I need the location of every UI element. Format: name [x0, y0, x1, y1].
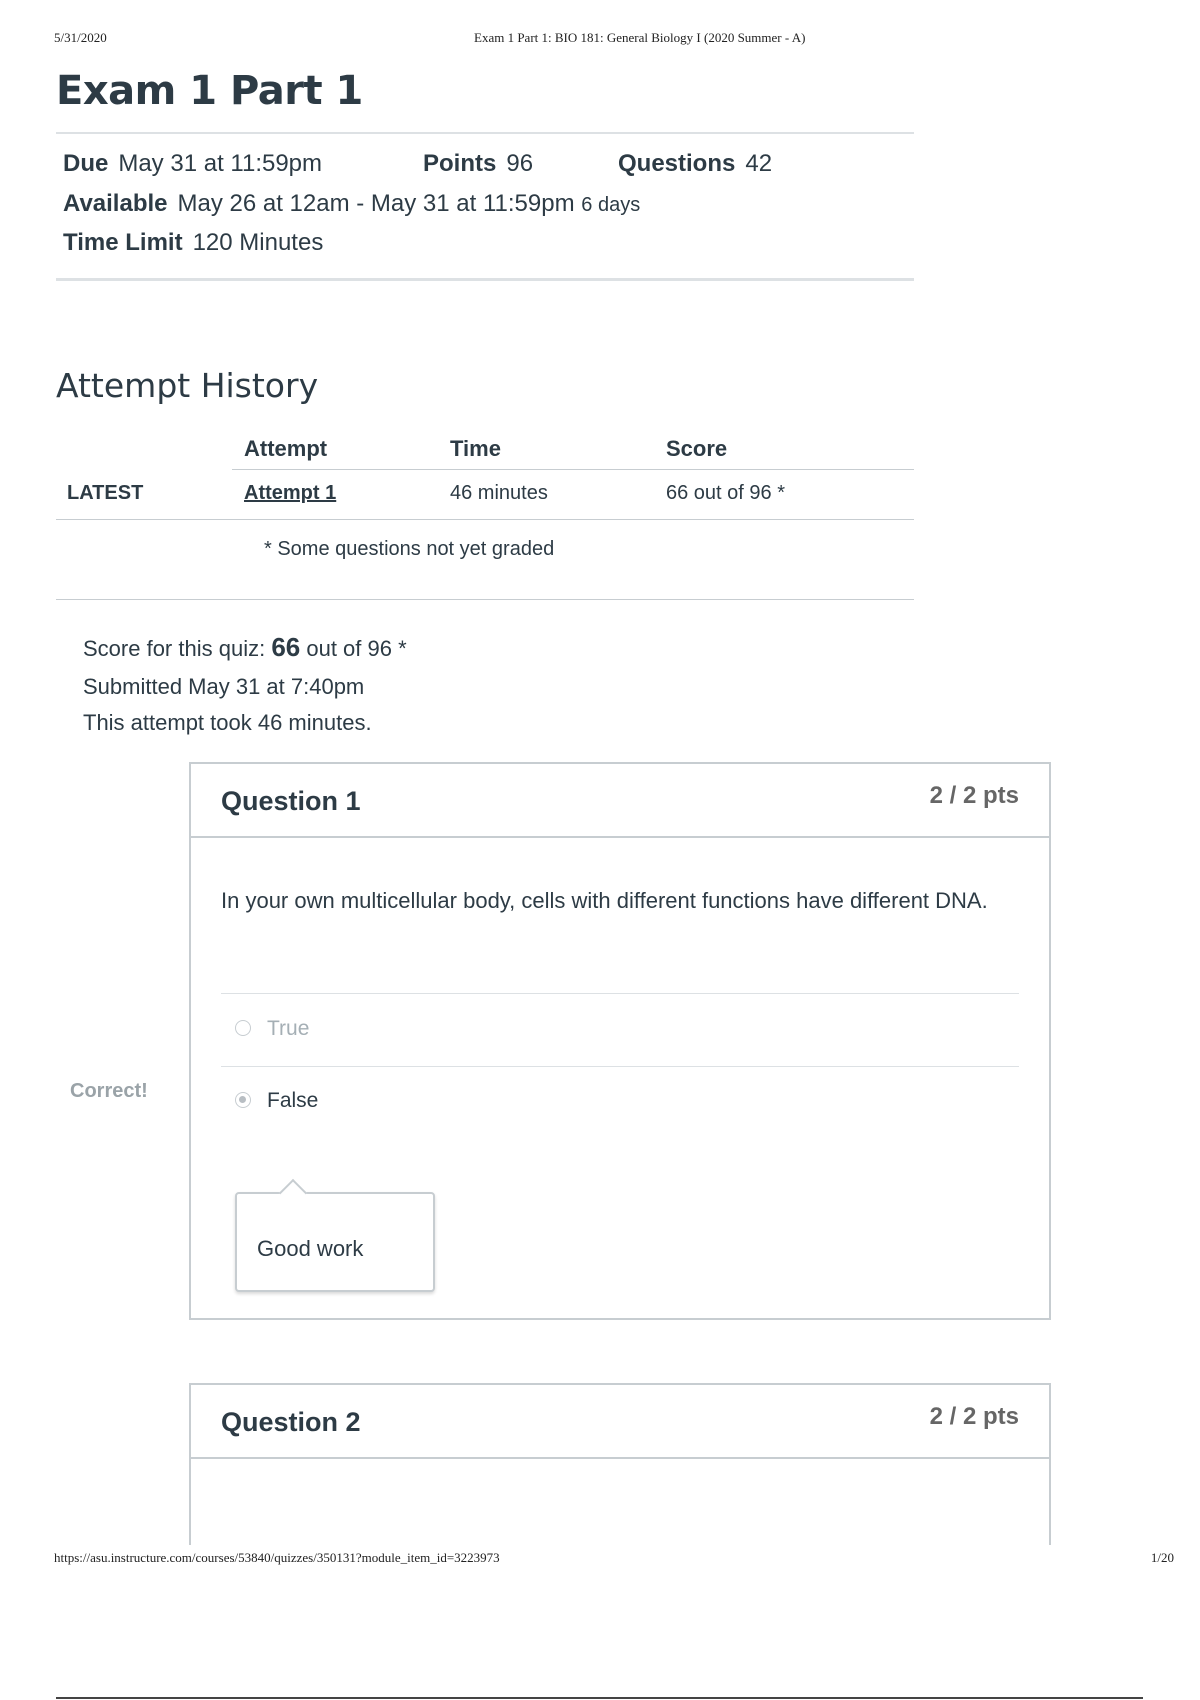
feedback-text: Good work	[257, 1236, 364, 1261]
meta-divider	[56, 278, 914, 281]
question-1-header	[191, 764, 1049, 838]
attempt-score: 66 out of 96 *	[666, 482, 785, 504]
question-2-header	[191, 1385, 1049, 1459]
latest-tag: LATEST	[67, 482, 144, 504]
answer-divider	[221, 1066, 1019, 1067]
feedback-bubble	[235, 1192, 435, 1292]
attempt-time: 46 minutes	[450, 482, 548, 504]
time-limit-value: 120 Minutes	[192, 229, 324, 256]
question-1-text: In your own multicellular body, cells with different functions have different DNA.	[221, 888, 988, 913]
quiz-time-limit	[63, 229, 323, 257]
answer-divider	[221, 993, 1019, 994]
header-score: Score	[666, 436, 728, 461]
due-value: May 31 at 11:59pm	[118, 150, 323, 177]
question-2-points: 2 / 2 pts	[929, 1403, 1019, 1430]
question-1	[189, 762, 1051, 1320]
radio-false-selected[interactable]	[235, 1092, 251, 1108]
score-suffix: out of 96 *	[306, 636, 407, 661]
question-1-title: Question 1	[221, 786, 361, 816]
header-underline	[232, 469, 914, 470]
print-date: 5/31/2020	[54, 30, 107, 45]
answer-false[interactable]	[267, 1089, 318, 1113]
points-label: Points	[423, 150, 497, 177]
available-label: Available	[63, 190, 168, 217]
header-divider	[56, 132, 914, 134]
question-1-points: 2 / 2 pts	[929, 782, 1019, 809]
answer-true[interactable]	[267, 1017, 309, 1041]
score-summary	[83, 632, 407, 663]
page-title: Exam 1 Part 1	[56, 68, 363, 114]
available-value: May 26 at 12am - May 31 at 11:59pm	[177, 190, 575, 217]
time-limit-label: Time Limit	[63, 229, 183, 256]
submitted-text: Submitted May 31 at 7:40pm	[83, 674, 365, 699]
attempt-history-title: Attempt History	[56, 366, 319, 405]
duration-text: This attempt took 46 minutes.	[83, 710, 372, 735]
print-footer	[54, 1550, 1174, 1566]
print-url: https://asu.instructure.com/courses/53840/quizzes/350131?module_item_id=3223973	[54, 1550, 500, 1565]
print-page-number: 1/20	[1150, 1550, 1174, 1565]
answer-true-label: True	[267, 1017, 310, 1040]
quiz-questions	[618, 150, 772, 178]
header-time: Time	[450, 436, 501, 461]
points-value: 96	[506, 150, 534, 177]
correct-tag: Correct!	[70, 1080, 148, 1102]
print-doc-title: Exam 1 Part 1: BIO 181: General Biology I (2020 Summer - A)	[474, 30, 806, 45]
page-bottom-margin	[0, 1545, 1200, 1700]
score-prefix: Score for this quiz:	[83, 636, 266, 661]
quiz-available	[63, 190, 640, 218]
questions-value: 42	[745, 150, 773, 177]
attempt-1-link[interactable]: Attempt 1	[244, 482, 337, 504]
available-duration: 6 days	[581, 194, 641, 216]
quiz-points	[423, 150, 533, 178]
answer-false-label: False	[267, 1089, 319, 1112]
question-2-title: Question 2	[221, 1407, 361, 1437]
page-bottom-rule	[56, 1697, 1143, 1699]
table-bottom-divider	[56, 599, 914, 600]
ungraded-note: * Some questions not yet graded	[264, 538, 555, 560]
due-label: Due	[63, 150, 109, 177]
header-attempt: Attempt	[244, 436, 328, 461]
questions-label: Questions	[618, 150, 736, 177]
quiz-due	[63, 150, 322, 178]
row-divider	[56, 519, 914, 520]
radio-true[interactable]	[235, 1020, 251, 1036]
score-value: 66	[271, 632, 301, 662]
